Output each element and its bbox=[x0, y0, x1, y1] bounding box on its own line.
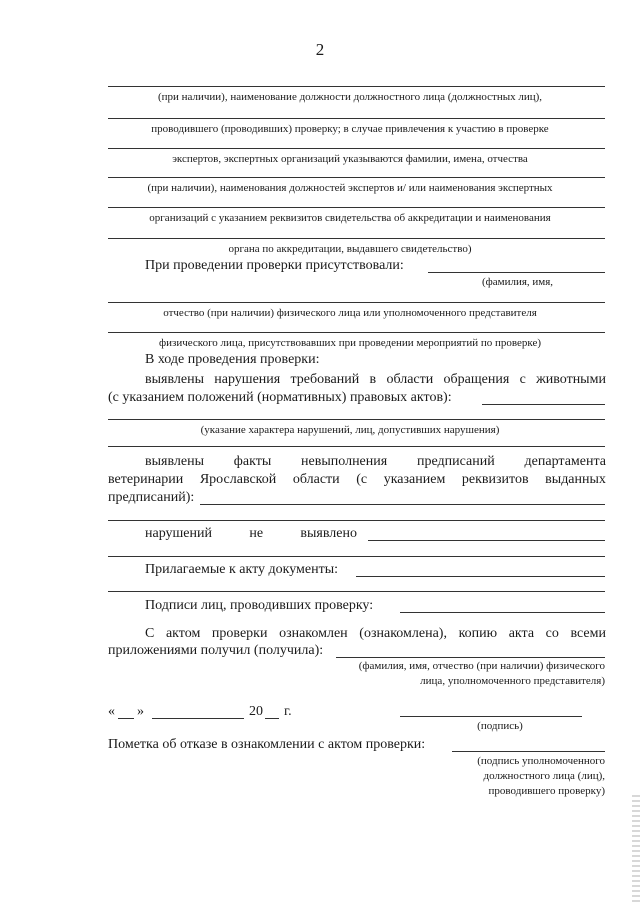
violations-field-line bbox=[482, 404, 605, 405]
scan-edge-artifact bbox=[632, 795, 640, 905]
field-line bbox=[108, 207, 605, 208]
field-hint: органа по аккредитации, выдавшего свидетельство) bbox=[228, 243, 472, 255]
orders-field-line bbox=[200, 504, 605, 505]
word: проверки bbox=[211, 626, 268, 641]
page-number: 2 bbox=[315, 40, 325, 59]
course-label: В ходе проведения проверки: bbox=[145, 352, 320, 367]
field-line bbox=[108, 419, 605, 420]
field-line bbox=[108, 238, 605, 239]
word: нарушений bbox=[145, 526, 212, 541]
present-field-line bbox=[428, 272, 605, 273]
present-label: При проведении проверки присутствовали: bbox=[145, 258, 404, 273]
word: выданных bbox=[545, 472, 606, 487]
date-close-quote: » bbox=[137, 704, 144, 719]
word: департамента bbox=[524, 454, 606, 469]
field-line bbox=[108, 591, 605, 592]
refusal-field-line bbox=[452, 751, 605, 752]
word: не bbox=[249, 526, 264, 541]
word: выявлены bbox=[145, 454, 204, 469]
refusal-hint: должностного лица (лиц), bbox=[483, 770, 605, 782]
field-line bbox=[108, 148, 605, 149]
field-hint: экспертов, экспертных организаций указываются фамилии, имена, отчества bbox=[172, 153, 528, 165]
field-line bbox=[108, 302, 605, 303]
acquainted-line bbox=[145, 626, 606, 642]
field-hint: проводившего (проводивших) проверку; в случае привлечения к участию в проверке bbox=[151, 123, 549, 135]
orders-line bbox=[108, 472, 606, 488]
word: обращения bbox=[443, 372, 510, 387]
present-hint: (фамилия, имя, bbox=[481, 276, 554, 288]
no-violations-field-line bbox=[368, 540, 605, 541]
present-hint: физического лица, присутствовавших при проведении мероприятий по проверке) bbox=[158, 337, 542, 349]
word: ветеринарии bbox=[108, 472, 184, 487]
violations-acts-label: (с указанием положений (нормативных) правовых актов): bbox=[108, 390, 452, 405]
field-hint: (при наличии), наименование должности должностного лица (должностных лиц), bbox=[157, 91, 543, 103]
attached-field-line bbox=[356, 576, 605, 577]
word: области bbox=[292, 472, 340, 487]
date-open-quote: « bbox=[108, 704, 115, 719]
signatures-field-line bbox=[400, 612, 605, 613]
orders-label: предписаний): bbox=[108, 490, 195, 505]
word: акта bbox=[508, 626, 535, 641]
word: реквизитов bbox=[461, 472, 529, 487]
acquainted-hint: лица, уполномоченного представителя) bbox=[420, 675, 605, 687]
date-year-line bbox=[265, 718, 279, 719]
acquainted-field-line bbox=[336, 657, 605, 658]
date-day-line bbox=[118, 718, 134, 719]
word: предписаний bbox=[417, 454, 495, 469]
word: требований bbox=[290, 372, 360, 387]
word: области bbox=[386, 372, 434, 387]
word: (ознакомлена), bbox=[359, 626, 447, 641]
word: факты bbox=[233, 454, 272, 469]
field-line bbox=[108, 86, 605, 87]
violations-line bbox=[145, 372, 606, 388]
violations-hint: (указание характера нарушений, лиц, допустивших нарушения) bbox=[200, 424, 500, 436]
attached-label: Прилагаемые к акту документы: bbox=[145, 562, 339, 577]
acquainted-received-label: приложениями получил (получила): bbox=[108, 643, 324, 658]
word: со bbox=[545, 626, 559, 641]
word: Ярославской bbox=[199, 472, 277, 487]
word: С bbox=[145, 626, 155, 641]
signatures-label: Подписи лиц, проводивших проверку: bbox=[145, 598, 374, 613]
field-line bbox=[108, 556, 605, 557]
word: копию bbox=[458, 626, 498, 641]
word: указанием bbox=[383, 472, 446, 487]
field-hint: организаций с указанием реквизитов свидетельства об аккредитации и наименования bbox=[149, 212, 551, 224]
orders-line bbox=[145, 454, 606, 470]
word: выявлены bbox=[145, 372, 204, 387]
field-line bbox=[108, 520, 605, 521]
field-line bbox=[108, 177, 605, 178]
word: невыполнения bbox=[301, 454, 388, 469]
date-year-prefix: 20 bbox=[249, 704, 263, 719]
field-line bbox=[108, 446, 605, 447]
word: ознакомлен bbox=[279, 626, 348, 641]
word: выявлено bbox=[300, 526, 357, 541]
present-hint: отчество (при наличии) физического лица или уполномоченного представителя bbox=[163, 307, 537, 319]
refusal-hint: проводившего проверку) bbox=[488, 785, 605, 797]
word: актом bbox=[165, 626, 201, 641]
refusal-label: Пометка об отказе в ознакомлении с актом проверки: bbox=[108, 737, 426, 752]
word: животными bbox=[536, 372, 606, 387]
signature-line bbox=[400, 716, 582, 717]
field-line bbox=[108, 118, 605, 119]
signature-hint: (подпись) bbox=[477, 720, 523, 732]
no-violations-line bbox=[145, 526, 357, 542]
field-hint: (при наличии), наименования должностей экспертов и/ или наименования экспертных bbox=[147, 182, 553, 194]
word: с bbox=[519, 372, 526, 387]
word: нарушения bbox=[214, 372, 281, 387]
word: (с bbox=[356, 472, 368, 487]
date-month-line bbox=[152, 718, 244, 719]
word: всеми bbox=[570, 626, 606, 641]
date-year-suffix: г. bbox=[284, 704, 292, 719]
word: в bbox=[369, 372, 377, 387]
field-line bbox=[108, 332, 605, 333]
refusal-hint: (подпись уполномоченного bbox=[477, 755, 605, 767]
acquainted-hint: (фамилия, имя, отчество (при наличии) физического bbox=[358, 660, 605, 672]
